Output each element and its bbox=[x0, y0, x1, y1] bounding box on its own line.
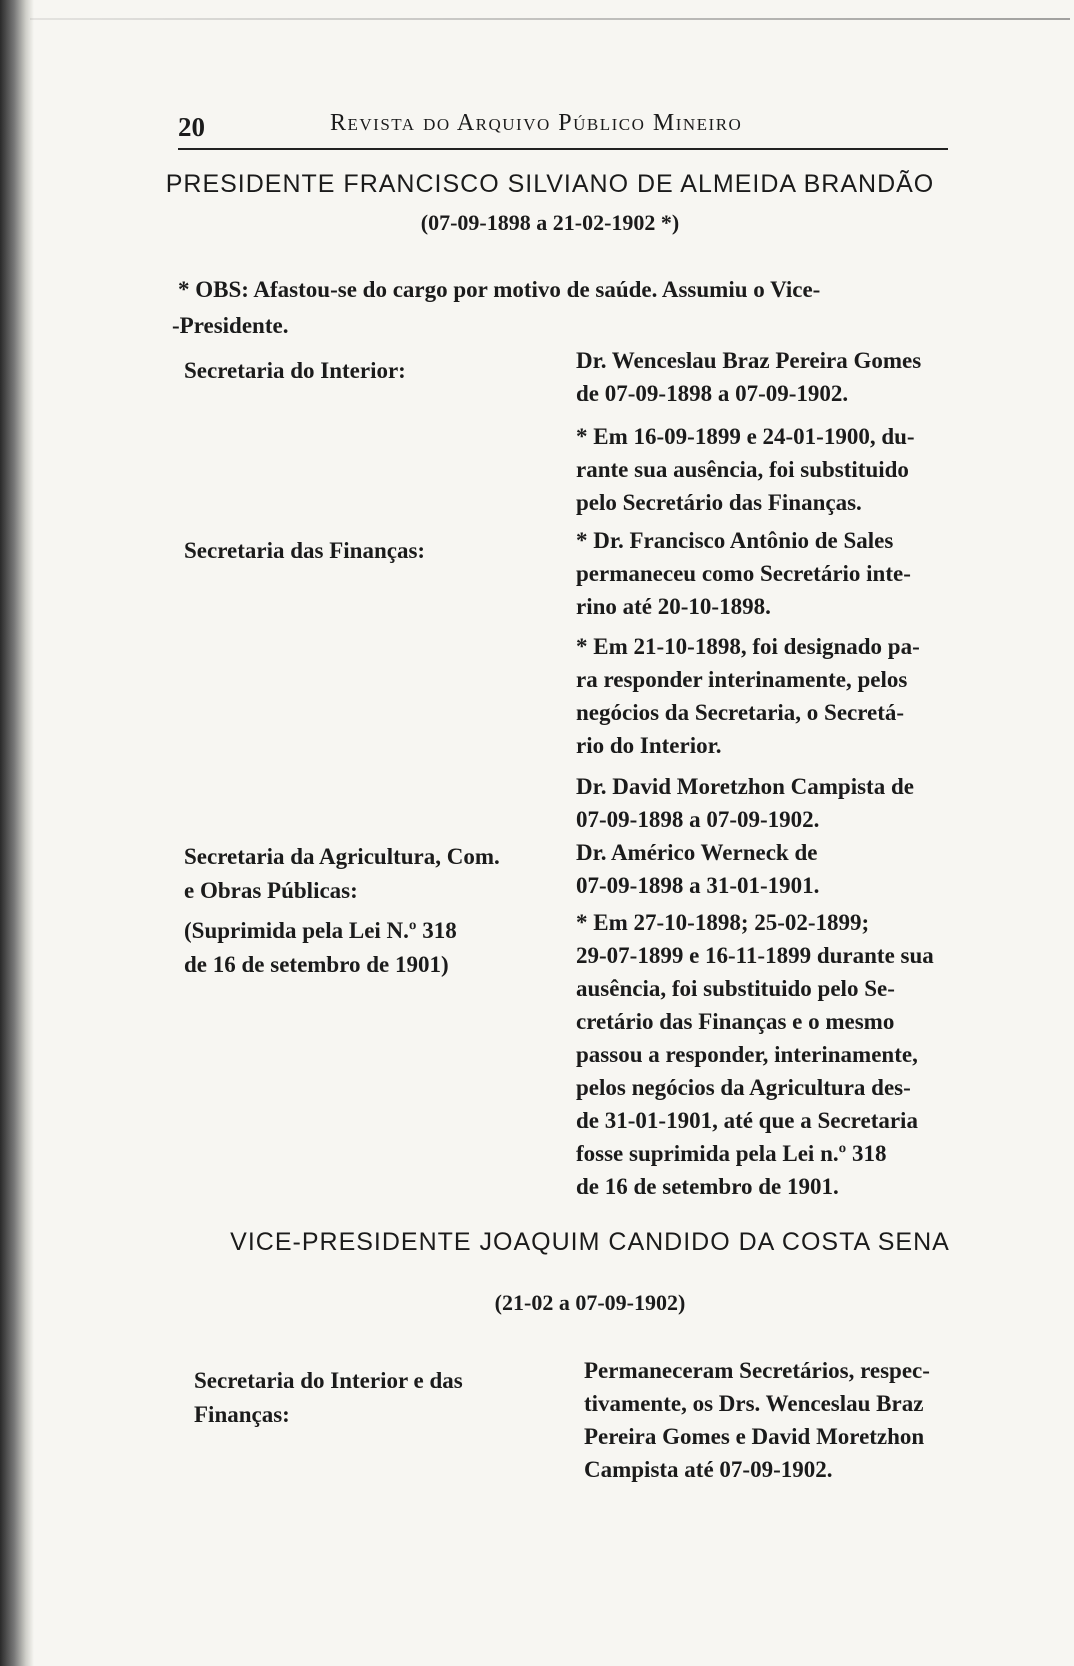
entry-right-financas bbox=[576, 524, 944, 623]
entry-left-line: Secretaria do Interior e das bbox=[194, 1368, 463, 1393]
section2-title: VICE-PRESIDENTE JOAQUIM CANDIDO DA COSTA SENA bbox=[230, 1228, 950, 1256]
obs-line: * OBS: Afastou-se do cargo por motivo de saúde. Assumiu o Vice- bbox=[178, 277, 821, 302]
entry-right-line: ausência, foi substituido pelo Se- bbox=[576, 976, 895, 1001]
entry-right-line: Dr. Américo Werneck de bbox=[576, 840, 818, 865]
entry-right-line: tivamente, os Drs. Wenceslau Braz bbox=[584, 1391, 924, 1416]
entry-right-line: * Dr. Francisco Antônio de Sales bbox=[576, 528, 894, 553]
entry-right-line: permaneceu como Secretário inte- bbox=[576, 561, 911, 586]
entry-right-line: de 31-01-1901, até que a Secretaria bbox=[576, 1108, 918, 1133]
entry-right-line: 07-09-1898 a 31-01-1901. bbox=[576, 873, 820, 898]
entry-right-line: pelo Secretário das Finanças. bbox=[576, 490, 862, 515]
entry-right-line: passou a responder, interinamente, bbox=[576, 1042, 918, 1067]
entry-right-note bbox=[576, 420, 944, 519]
entry-left-line: e Obras Públicas: bbox=[184, 878, 358, 903]
entry-right-line: ra responder interinamente, pelos bbox=[576, 667, 908, 692]
entry-right-line: 29-07-1899 e 16-11-1899 durante sua bbox=[576, 943, 934, 968]
entry-left-line: Secretaria do Interior: bbox=[184, 358, 406, 383]
entry-left-interior-financas bbox=[194, 1364, 534, 1432]
entry-right-substituicao bbox=[576, 906, 944, 1203]
entry-right-line: Pereira Gomes e David Moretzhon bbox=[584, 1424, 925, 1449]
entry-left-line: Secretaria das Finanças: bbox=[184, 538, 426, 563]
entry-left-suprimida bbox=[184, 914, 524, 982]
running-title: Revista do Arquivo Público Mineiro bbox=[330, 110, 743, 136]
entry-right-line: negócios da Secretaria, o Secretá- bbox=[576, 700, 905, 725]
entry-left-line: Secretaria da Agricultura, Com. bbox=[184, 844, 500, 869]
entry-right-agricultura bbox=[576, 836, 944, 902]
entry-left-line: de 16 de setembro de 1901) bbox=[184, 952, 449, 977]
entry-right-line: * Em 21-10-1898, foi designado pa- bbox=[576, 634, 920, 659]
entry-right-line: rante sua ausência, foi substituido bbox=[576, 457, 909, 482]
obs-line: -Presidente. bbox=[172, 313, 289, 338]
book-gutter-shadow bbox=[0, 0, 34, 1666]
entry-left-agricultura bbox=[184, 840, 524, 908]
obs-note bbox=[172, 272, 938, 344]
entry-right-line: rio do Interior. bbox=[576, 733, 722, 758]
entry-right-line: cretário das Finanças e o mesmo bbox=[576, 1009, 895, 1034]
entry-right-line: 07-09-1898 a 07-09-1902. bbox=[576, 807, 820, 832]
entry-left-line: (Suprimida pela Lei N.º 318 bbox=[184, 918, 457, 943]
entry-left-interior bbox=[184, 354, 524, 388]
entry-right-line: Dr. David Moretzhon Campista de bbox=[576, 774, 914, 799]
entry-right-line: * Em 27-10-1898; 25-02-1899; bbox=[576, 910, 870, 935]
entry-right-line: * Em 16-09-1899 e 24-01-1900, du- bbox=[576, 424, 915, 449]
section1-title: PRESIDENTE FRANCISCO SILVIANO DE ALMEIDA BRANDÃO bbox=[165, 170, 935, 198]
entry-right-line: fosse suprimida pela Lei n.º 318 bbox=[576, 1141, 887, 1166]
entry-right-campista bbox=[576, 770, 944, 836]
entry-right-line: Dr. Wenceslau Braz Pereira Gomes bbox=[576, 348, 922, 373]
page-header bbox=[178, 104, 948, 150]
entry-right-line: de 07-09-1898 a 07-09-1902. bbox=[576, 381, 849, 406]
section2-dates: (21-02 a 07-09-1902) bbox=[494, 1290, 686, 1315]
entry-right-line: pelos negócios da Agricultura des- bbox=[576, 1075, 911, 1100]
page-number: 20 bbox=[178, 112, 205, 142]
scan-edge-line bbox=[30, 18, 1070, 20]
entry-right-line: Campista até 07-09-1902. bbox=[584, 1457, 833, 1482]
entry-left-financas bbox=[184, 534, 524, 568]
entry-right-note bbox=[576, 630, 944, 762]
entry-right-interior bbox=[576, 344, 944, 410]
entry-right-line: de 16 de setembro de 1901. bbox=[576, 1174, 839, 1199]
entry-right-line: Permaneceram Secretários, respec- bbox=[584, 1358, 930, 1383]
entry-left-line: Finanças: bbox=[194, 1402, 290, 1427]
section1-dates: (07-09-1898 a 21-02-1902 *) bbox=[420, 210, 680, 235]
entry-right-permaneceram bbox=[584, 1354, 952, 1486]
entry-right-line: rino até 20-10-1898. bbox=[576, 594, 771, 619]
